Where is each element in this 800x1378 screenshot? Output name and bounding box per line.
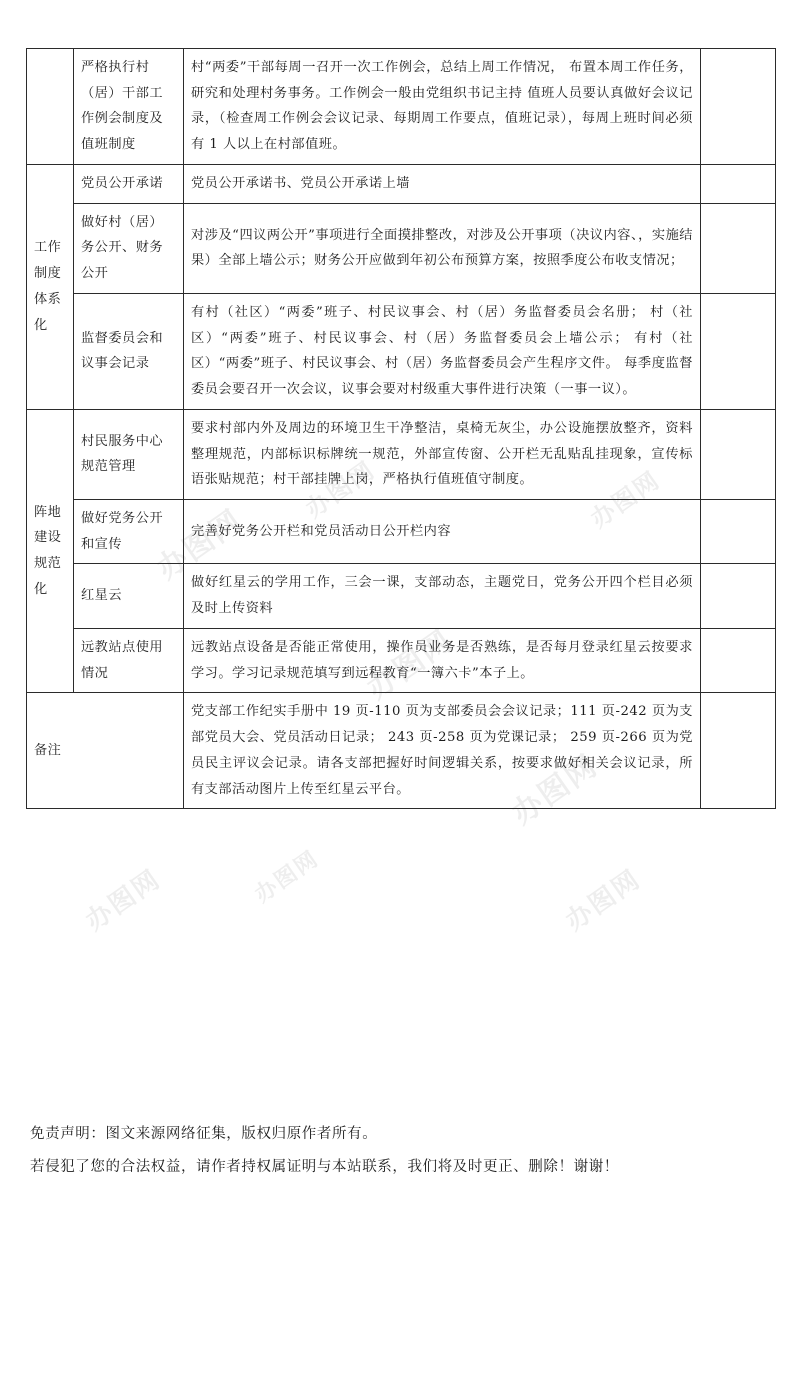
table-row: [27, 203, 776, 293]
table-row: [27, 49, 776, 165]
remarks-label-cell: 备注: [27, 693, 184, 809]
watermark: 办图网: [80, 864, 167, 937]
category-cell-site-construction: 阵地建设规范化: [27, 409, 74, 693]
disclaimer-line-2: 若侵犯了您的合法权益，请作者持权属证明与本站联系，我们将及时更正、删除！谢谢！: [30, 1158, 619, 1175]
remark-cell: [701, 49, 776, 165]
watermark: 办图网: [505, 748, 605, 832]
table-row: [27, 500, 776, 564]
table-row: [27, 564, 776, 628]
item-cell: 远教站点使用情况: [74, 628, 184, 692]
content-cell: 远教站点设备是否能正常使用，操作员业务是否熟练，是否每月登录红星云按要求学习。学习记录规范填写到远程教育“一簿六卡”本子上。: [184, 628, 701, 692]
item-cell: 党员公开承诺: [74, 164, 184, 203]
watermark: 办图网: [300, 455, 381, 524]
remark-cell: [701, 409, 776, 499]
item-cell: 监督委员会和议事会记录: [74, 293, 184, 409]
item-cell: 严格执行村（居）干部工作例会制度及值班制度: [74, 49, 184, 165]
table-row: [27, 409, 776, 499]
category-cell-work-system: 工作制度体系化: [27, 164, 74, 409]
watermark: 办图网: [560, 864, 647, 937]
content-cell: 要求村部内外及周边的环境卫生干净整洁，桌椅无灰尘，办公设施摆放整齐，资料整理规范，内部标识标牌统一规范，外部宣传窗、公开栏无乱贴乱挂现象，宣传标语张贴规范；村干部挂牌上岗，严格执行值班值守制度。: [184, 409, 701, 499]
watermark: 办图网: [150, 503, 250, 587]
watermark: 办图网: [585, 465, 666, 534]
remark-cell: [701, 164, 776, 203]
watermark: 办图网: [360, 623, 460, 707]
item-cell: 做好村（居）务公开、财务公开: [74, 203, 184, 293]
remark-cell: [701, 693, 776, 809]
watermark: 办图网: [250, 846, 324, 909]
table-row: [27, 164, 776, 203]
remark-cell: [701, 564, 776, 628]
table-row: [27, 293, 776, 409]
content-cell: 村“两委”干部每周一召开一次工作例会，总结上周工作情况， 布置本周工作任务，研究和处理村务事务。工作例会一般由党组织书记主持 值班人员要认真做好会议记录，（检查周工作例会会议记录、每期周工作要点，值班记录），每周上班时间必须有 1 人以上在村部值班。: [184, 49, 701, 165]
content-cell: 党员公开承诺书、党员公开承诺上墙: [184, 164, 701, 203]
remark-cell: [701, 628, 776, 692]
disclaimer-line-1: 免责声明：图文来源网络征集，版权归原作者所有。: [30, 1126, 378, 1142]
item-cell: 村民服务中心 规范管理: [74, 409, 184, 499]
content-cell: 做好红星云的学用工作，三会一课，支部动态，主题党日，党务公开四个栏目必须及时上传资料: [184, 564, 701, 628]
disclaimer: [30, 1118, 770, 1183]
item-cell: 做好党务公开和宣传: [74, 500, 184, 564]
content-cell: 对涉及“四议两公开”事项进行全面摸排整改，对涉及公开事项（决议内容、，实施结果）全部上墙公示；财务公开应做到年初公布预算方案，按照季度公布收支情况；: [184, 203, 701, 293]
category-cell: [27, 49, 74, 165]
table-row-remarks: [27, 693, 776, 809]
content-cell: 有村（社区）“两委”班子、村民议事会、村（居）务监督委员会名册； 村（社区）“两委”班子、村民议事会、村（居）务监督委员会上墙公示； 有村（社区）“两委”班子、村民议事会、村（居）务监督委员会产生程序文件。 每季度监督委员会要召开一次会议，议事会要对村级重大事件进行决策（一事一议）。: [184, 293, 701, 409]
table-row: [27, 628, 776, 692]
remarks-content-cell: 党支部工作纪实手册中 19 页-110 页为支部委员会会议记录；111 页-242 页为支部党员大会、党员活动日记录； 243 页-258 页为党课记录； 259 页-266 页为党员民主评议会记录。请各支部把握好时间逻辑关系，按要求做好相关会议记录，所有支部活动图片上传至红星云平台。: [184, 693, 701, 809]
item-cell: 红星云: [74, 564, 184, 628]
requirements-table: [26, 48, 776, 809]
remark-cell: [701, 203, 776, 293]
main-table-container: [26, 48, 775, 809]
remark-cell: [701, 293, 776, 409]
content-cell: 完善好党务公开栏和党员活动日公开栏内容: [184, 500, 701, 564]
remark-cell: [701, 500, 776, 564]
